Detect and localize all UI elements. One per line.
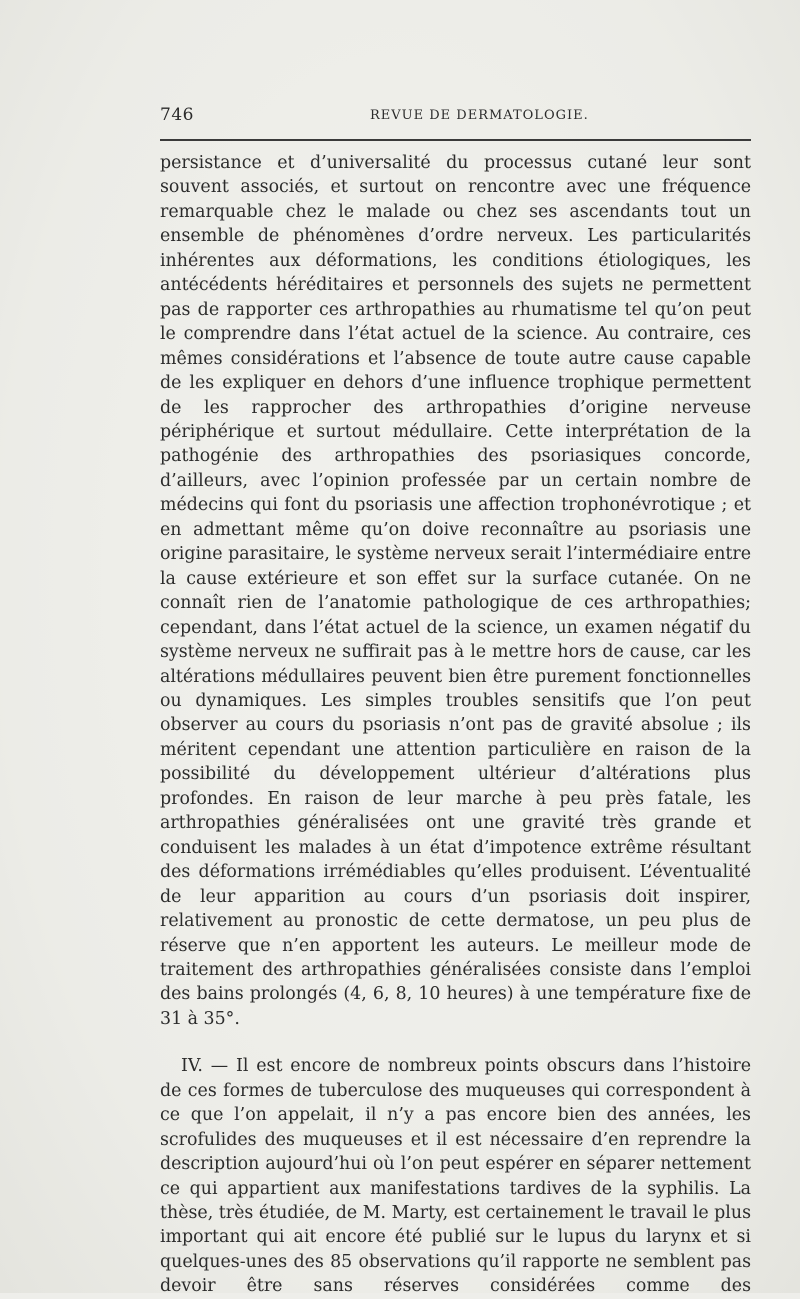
page-number: 746 xyxy=(160,105,194,125)
body-text xyxy=(160,151,751,1299)
paragraph-arthropathies: persistance et d’universalité du processus cutané leur sont souvent associés, et surtout on rencontre avec une fréquence remarquable chez le malade ou chez ses ascendants tout un ensemble de phénomènes d’ordre nerveux. Les particularités inhérentes aux déformations, les conditions étiologiques, les antécédents héréditaires et personnels des sujets ne permettent pas de rapporter ces arthropathies au rhumatisme tel qu’on peut le comprendre dans l’état actuel de la science. Au contraire, ces mêmes considérations et l’absence de toute autre cause capable de les expliquer en dehors d’une influence trophique permettent de les rapprocher des arthropathies d’origine nerveuse périphérique et surtout médullaire. Cette interprétation de la pathogénie des arthropathies des psoriasiques concorde, d’ailleurs, avec l’opinion professée par un certain nombre de médecins qui font du psoriasis une affection trophonévrotique ; et en admettant même qu’on doive reconnaître au psoriasis une origine parasitaire, le système nerveux serait l’intermédiaire entre la cause extérieure et son effet sur la surface cutanée. On ne connaît rien de l’anatomie pathologique de ces arthropathies; cependant, dans l’état actuel de la science, un examen négatif du système nerveux ne suffirait pas à le mettre hors de cause, car les altérations médullaires peuvent bien être purement fonctionnelles ou dynamiques. Les simples troubles sensitifs que l’on peut observer au cours du psoriasis n’ont pas de gravité absolue ; ils méritent cependant une attention particulière en raison de la possibilité du développement ultérieur d’altérations plus profondes. En raison de leur marche à peu près fatale, les arthropathies généralisées ont une gravité très grande et conduisent les malades à un état d’impotence extrême résultant des déformations irrémédiables qu’elles produisent. L’éventualité de leur apparition au cours d’un psoriasis doit inspirer, relativement au pronostic de cette dermatose, un peu plus de réserve que n’en apportent les auteurs. Le meilleur mode de traitement des arthropathies généralisées consiste dans l’emploi des bains prolongés (4, 6, 8, 10 heures) à une température fixe de 31 à 35°. xyxy=(160,153,751,1029)
running-title: REVUE DE DERMATOLOGIE. xyxy=(370,108,589,123)
header-rule xyxy=(160,139,751,141)
paragraph-gap xyxy=(160,1031,751,1054)
page-header xyxy=(160,105,753,131)
paragraph-tuberculose-muqueuses: IV. — Il est encore de nombreux points obscurs dans l’histoire de ces formes de tuberculose des muqueuses qui correspondent à ce que l’on appelait, il n’y a pas encore bien des années, les scrofulides des muqueuses et il est nécessaire d’en reprendre la description aujourd’hui où l’on peut espérer en séparer nettement ce qui appartient aux manifestations tardives de la syphilis. La thèse, très étudiée, de M. Marty, est certainement le travail le plus important qui ait encore été publié sur le lupus du larynx et si quelques-unes des 85 observations qu’il rapporte ne semblent pas devoir être sans réserves considérées comme des xyxy=(160,1056,751,1297)
